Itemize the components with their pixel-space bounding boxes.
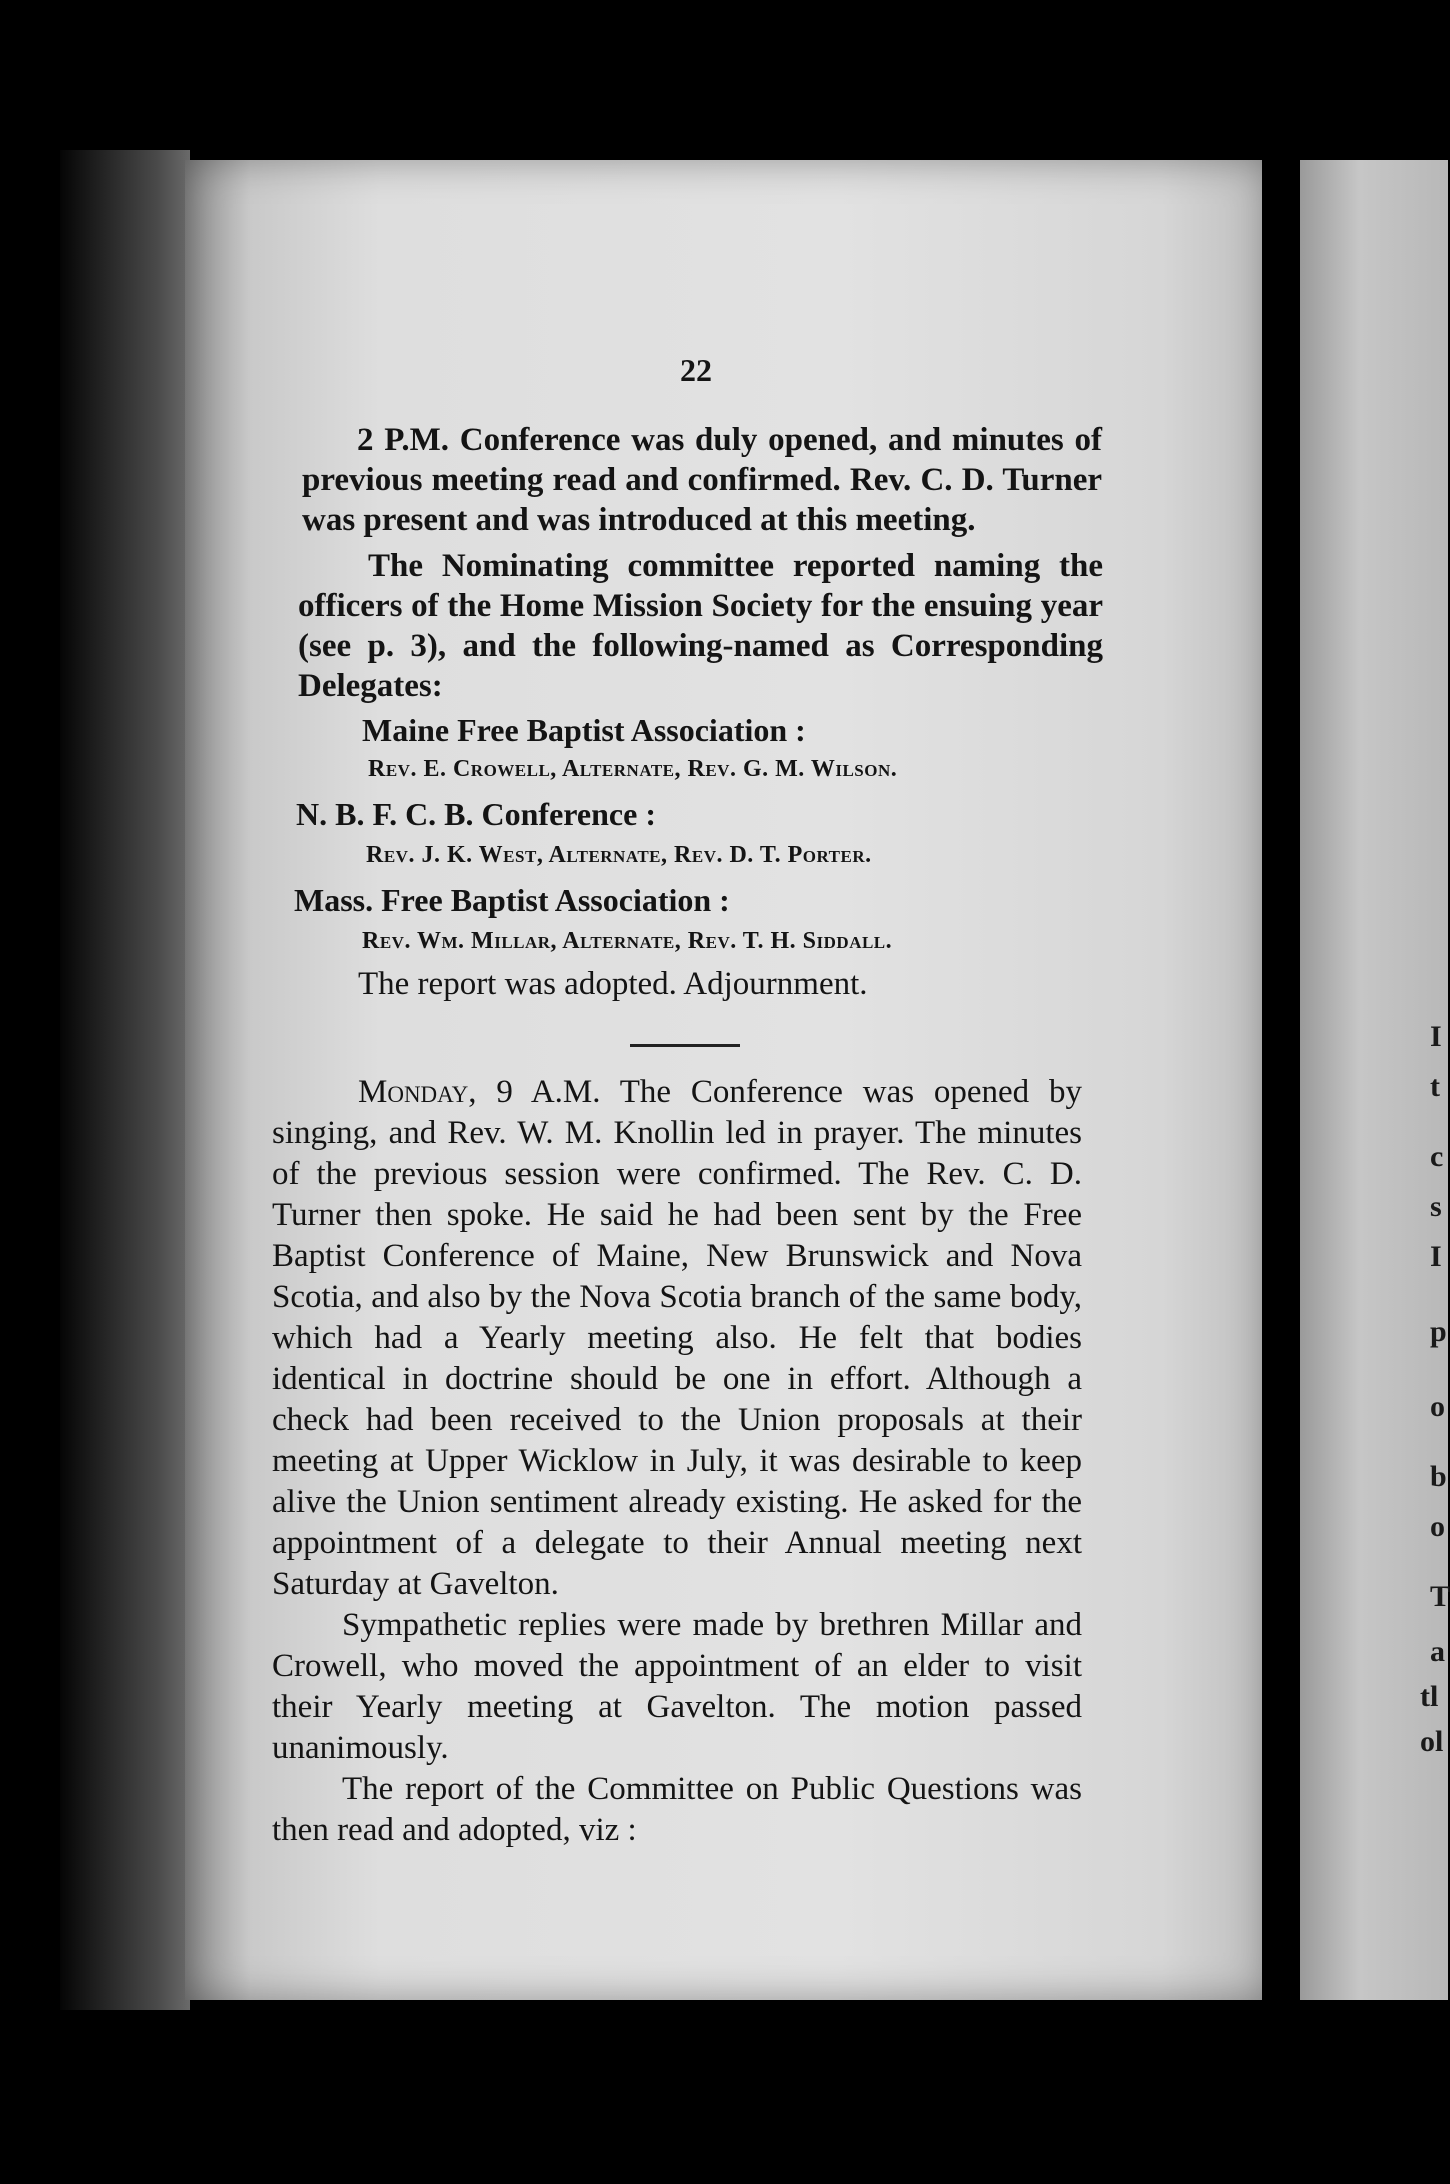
paragraph-nominating-committee: The Nominating committee reported naming the officers of the Home Mission Society for the ensuing year (see p. 3), and the following-named as Corresponding Delegates: [298, 548, 1103, 704]
report-adopted-line: The report was adopted. Adjournment. [358, 966, 868, 1002]
adjacent-page-fragment: p [1430, 1315, 1447, 1348]
page-number: 22 [680, 352, 712, 388]
adjacent-page-fragment: o [1430, 1510, 1445, 1543]
delegate-names-1: Rev. E. Crowell, Alternate, Rev. G. M. Wilson. [368, 756, 898, 782]
book-binding [60, 150, 190, 2010]
delegate-association-2: N. B. F. C. B. Conference : [296, 796, 656, 832]
adjacent-page-fragment: s [1430, 1190, 1442, 1223]
adjacent-page-edge [1300, 160, 1448, 2000]
delegate-names-2: Rev. J. K. West, Alternate, Rev. D. T. Porter. [366, 842, 872, 868]
delegate-association-1: Maine Free Baptist Association : [362, 712, 806, 748]
adjacent-page-fragment: c [1430, 1140, 1444, 1173]
adjacent-page-fragment: I [1430, 1240, 1442, 1273]
monday-heading: Monday, 9 A.M. [358, 1074, 601, 1110]
delegate-names-3: Rev. Wm. Millar, Alternate, Rev. T. H. Siddall. [362, 928, 893, 954]
monday-session [272, 1072, 1082, 1851]
adjacent-page-fragment: tl [1420, 1680, 1439, 1713]
adjacent-page-fragment: t [1430, 1070, 1440, 1103]
adjacent-page-fragment: b [1430, 1460, 1447, 1493]
section-divider [630, 1044, 740, 1047]
adjacent-page-fragment: I [1430, 1020, 1442, 1053]
adjacent-page-fragment: ol [1420, 1725, 1444, 1758]
paragraph-afternoon-opening: 2 P.M. Conference was duly opened, and minutes of previous meeting read and confirmed. Rev. C. D. Turner was present and was introduced at this meeting. [302, 422, 1102, 538]
adjacent-page-fragment: T [1430, 1580, 1450, 1613]
page-gutter [1262, 150, 1304, 2010]
monday-paragraph-2: Sympathetic replies were made by brethren Millar and Crowell, who moved the appointment of an elder to visit their Yearly meeting at Gavelton. The motion passed unanimously. [272, 1607, 1082, 1766]
adjacent-page-fragment: a [1430, 1635, 1445, 1668]
delegate-association-3: Mass. Free Baptist Association : [294, 882, 730, 918]
adjacent-page-fragment: o [1430, 1390, 1445, 1423]
monday-paragraph-3: The report of the Committee on Public Questions was then read and adopted, viz : [272, 1771, 1082, 1848]
monday-paragraph-1 [272, 1072, 1082, 1605]
monday-paragraph-1-text: The Conference was opened by singing, and Rev. W. M. Knollin led in prayer. The minutes of the previous session were confirmed. The Rev. C. D. Turner then spoke. He said he had been sent by the Free Baptist Conference of Maine, New Brunswick and Nova Scotia, and also by the Nova Scotia branch of the same body, which had a Yearly meeting also. He felt that bodies identical in doctrine should be one in effort. Although a check had been received to the Union proposals at their meeting at Upper Wicklow in July, it was desirable to keep alive the Union sentiment already existing. He asked for the appointment of a delegate to their Annual meeting next Saturday at Gavelton. [272, 1074, 1082, 1602]
